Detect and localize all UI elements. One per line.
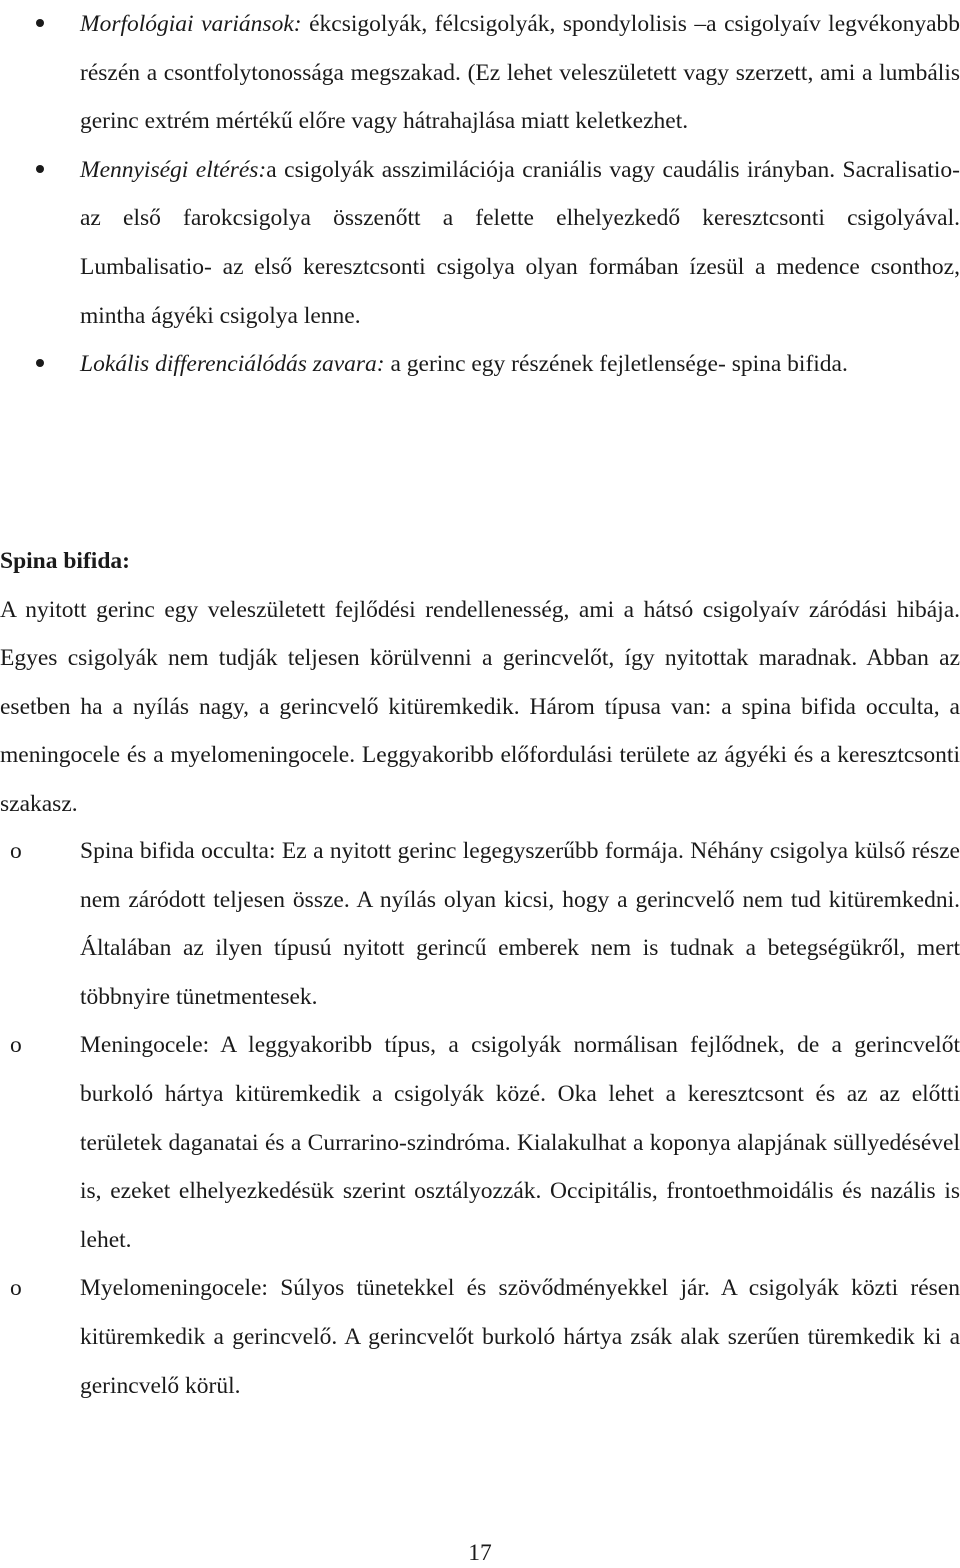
bullet-term: Mennyiségi eltérés:	[80, 156, 267, 183]
circle-bullet-icon: o	[10, 1275, 22, 1302]
bullet-dot-icon	[36, 165, 44, 173]
sub-item-text: Spina bifida occulta: Ez a nyitott gerinc legegyszerűbb formája. Néhány csigolya külső része nem záródott teljesen össze. A nyílás olyan kicsi, hogy a gerincvelő nem tud kitüremkedni. Általában az ilyen típusú nyitott gerincű emberek nem is tudnak a betegségükről, mert többnyire tünetmentesek.	[80, 838, 960, 1010]
sub-item-myelomeningocele	[0, 1264, 960, 1410]
bullet-term: Morfológiai variánsok:	[80, 11, 302, 37]
bullet-item-quantitative	[0, 146, 960, 340]
section-heading: Spina bifida:	[0, 548, 130, 574]
spina-bifida-types-list	[0, 827, 960, 1410]
sub-item-text: Meningocele: A leggyakoribb típus, a csigolyák normálisan fejlődnek, de a gerincvelőt burkoló hártya kitüremkedik a csigolyák közé. Oka lehet a keresztcsont és az az előtti területek daganatai és a Currarino-szindróma. Kialakulhat a koponya alapjának süllyedésével is, ezeket elhelyezkedésük szerint osztályozzák. Occipitális, frontoethmoidális és nazális is lehet.	[80, 1032, 960, 1253]
bullet-term: Lokális differenciálódás zavara:	[80, 351, 385, 378]
bullet-list	[0, 0, 960, 389]
sub-item-occulta	[0, 827, 960, 1021]
section-body: A nyitott gerinc egy veleszületett fejlődési rendellenesség, ami a hátsó csigolyaív záródási hibája. Egyes csigolyák nem tudják teljesen körülvenni a gerincvelőt, így nyitottak maradnak. Abban az esetben ha a nyílás nagy, a gerincvelő kitüremkedik. Három típusa van: a spina bifida occulta, a meningocele és a myelomeningocele. Leggyakoribb előfordulási területe az ágyéki és a keresztcsonti szakasz.	[0, 596, 960, 817]
bullet-text: a gerinc egy részének fejletlensége- spina bifida.	[384, 351, 848, 378]
bullet-text: ékcsigolyák, félcsigolyák, spondylolisis –a csigolyaív legvékonyabb részén a csontfolytonossága megszakad. (Ez lehet veleszületett vagy szerzett, ami a lumbális gerinc extrém mértékű előre vagy hátrahajlása miatt keletkezhet.	[80, 11, 960, 135]
spina-bifida-section	[0, 537, 960, 829]
sub-item-meningocele	[0, 1021, 960, 1264]
bullet-item-local-differentiation	[0, 340, 960, 389]
circle-bullet-icon: o	[10, 838, 22, 864]
sub-item-text: Myelomeningocele: Súlyos tünetekkel és szövődményekkel jár. A csigolyák közti résen kitüremkedik a gerincvelő. A gerincvelőt burkoló hártya zsák alak szerűen türemkedik ki a gerincvelő körül.	[80, 1275, 960, 1399]
page-number: 17	[468, 1540, 492, 1566]
bullet-dot-icon	[36, 359, 44, 367]
bullet-item-morphological	[0, 0, 960, 146]
bullet-dot-icon	[36, 19, 44, 27]
circle-bullet-icon: o	[10, 1032, 22, 1059]
bullet-text: a csigolyák asszimilációja craniális vagy caudális irányban. Sacralisatio- az első farokcsigolya összenőtt a felette elhelyezkedő keresztcsonti csigolyával. Lumbalisatio- az első keresztcsonti csigolya olyan formában ízesül a medence csonthoz, mintha ágyéki csigolya lenne.	[80, 156, 960, 329]
